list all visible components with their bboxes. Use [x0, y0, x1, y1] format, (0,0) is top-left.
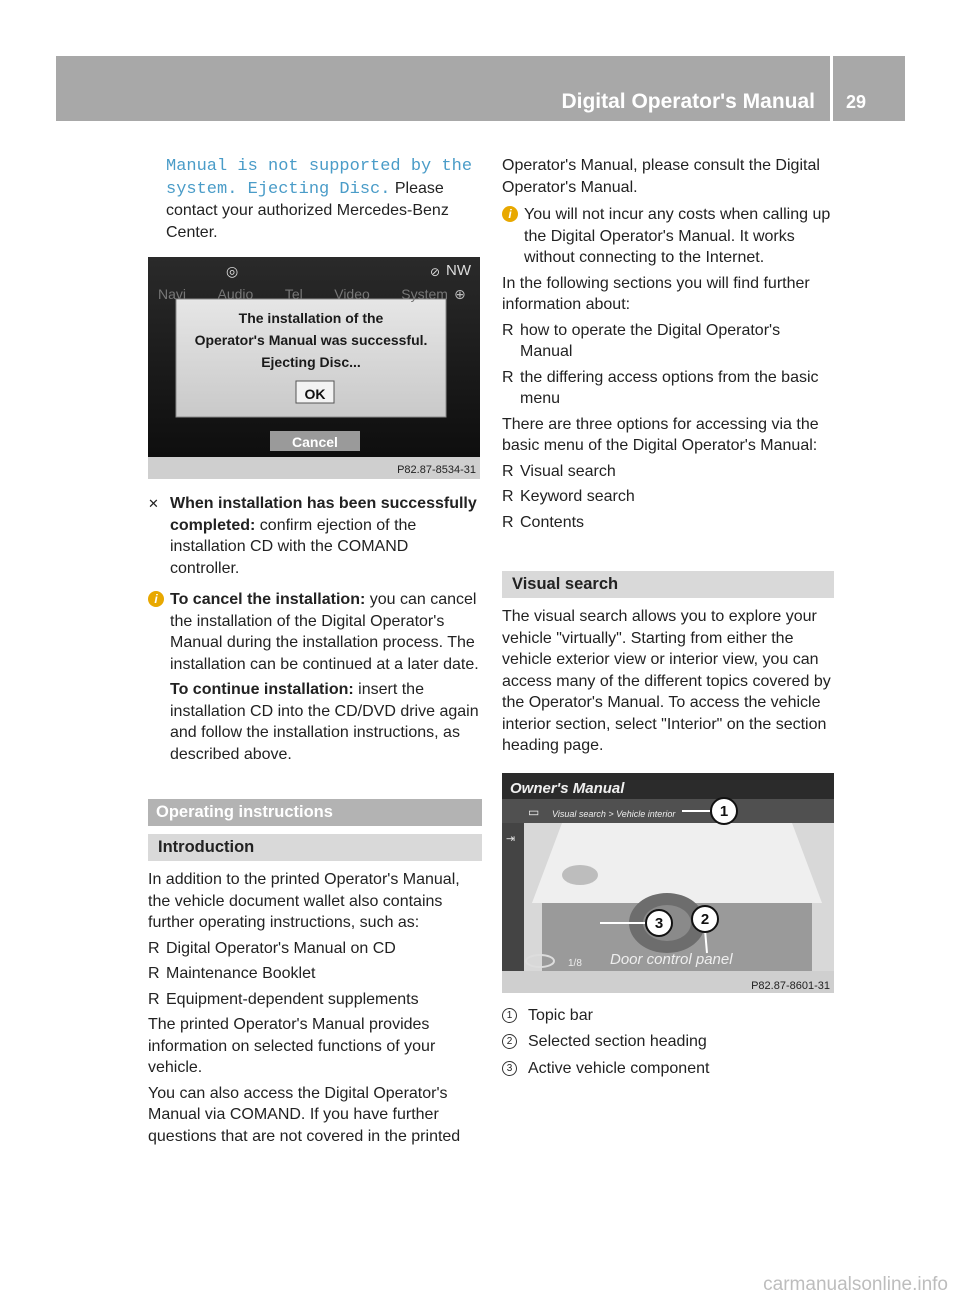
section-visual-search: Visual search: [502, 571, 834, 598]
compass-icon: ⊘: [430, 265, 441, 279]
list-item: R how to operate the Digital Operator's Manual: [502, 321, 781, 360]
menu-item-navi: Navi: [158, 286, 187, 302]
dialog-line-2: Operator's Manual was successful.: [194, 332, 428, 348]
menu-item-video: Video: [334, 286, 370, 302]
legend-item: 1 Topic bar: [502, 1005, 834, 1027]
ok-button[interactable]: OK: [304, 386, 326, 402]
figure-legend: [502, 1005, 834, 1080]
visual-search-text: The visual search allows you to explore your vehicle "virtually". Starting from either the vehicle exterior view or interior view, you can access many of the different topics covered by the Operator's Manual. To access the vehicle interior section, select "Interior" on the section heading page.: [502, 608, 831, 754]
legend-item: 3 Active vehicle component: [502, 1058, 834, 1080]
cancel-button[interactable]: Cancel: [292, 434, 338, 450]
continue-text: insert the installation CD into the CD/DVD drive again and follow the installation instructions, as described above.: [170, 681, 479, 763]
info-icon: i: [148, 591, 164, 607]
legend-item: 2 Selected section heading: [502, 1031, 834, 1053]
list-item: R Contents: [502, 513, 585, 531]
continued-text: Operator's Manual, please consult the Digital Operator's Manual.: [502, 157, 820, 196]
info-icon: i: [502, 206, 518, 222]
step-arrow-icon: ✕: [148, 496, 159, 511]
list-item: R the differing access options from the basic menu: [502, 368, 819, 407]
figure-code: P82.87-8534-31: [397, 464, 476, 476]
callout-1: 1: [719, 802, 729, 820]
component-caption: Door control panel: [610, 950, 733, 968]
list-item: R Digital Operator's Manual on CD: [148, 939, 396, 957]
figure-code: P82.87-8601-31: [751, 979, 830, 992]
callout-3: 3: [654, 914, 664, 932]
printed-manual-text: The printed Operator's Manual provides information on selected functions of your vehicle.: [148, 1016, 436, 1076]
callout-2: 2: [700, 910, 710, 928]
step-bold: When installation has been successfully completed:: [170, 495, 477, 534]
menu-item-audio: Audio: [217, 286, 254, 302]
contact-text: Please contact your authorized Mercedes-Benz Center.: [166, 179, 449, 241]
section-operating-instructions: Operating instructions: [148, 799, 482, 826]
menu-item-tel: Tel: [284, 286, 303, 302]
page-number: 29: [846, 92, 867, 112]
menu-item-system: System: [401, 286, 448, 302]
header-divider: [830, 56, 833, 121]
note-bold: To cancel the installation:: [170, 591, 366, 608]
error-message-line1: Manual is not supported by the: [166, 157, 473, 176]
globe-icon: ⊕: [454, 286, 466, 302]
comand-menu-bar: [158, 284, 448, 306]
visual-search-screenshot: [502, 773, 834, 993]
following-text: In the following sections you will find further information about:: [502, 274, 810, 313]
settings-icon: ◎: [226, 263, 239, 279]
list-item: R Maintenance Booklet: [148, 965, 316, 982]
install-dialog: [176, 307, 446, 373]
watermark: carmanualsonline.info: [763, 1274, 948, 1295]
access-text: You can also access the Digital Operator's Manual via COMAND. If you have further questions that are not covered in the printed: [148, 1084, 461, 1145]
page-indicator: 1/8: [568, 957, 582, 969]
step-text: confirm ejection of the installation CD with the COMAND controller.: [170, 516, 417, 577]
dialog-line-3: Ejecting Disc...: [261, 354, 361, 370]
compass-heading: NW: [446, 262, 471, 279]
book-icon: ▭: [528, 804, 540, 819]
breadcrumb: Visual search > Vehicle interior: [552, 808, 676, 819]
continue-bold: To continue installation:: [170, 681, 354, 698]
right-column: [502, 155, 834, 1084]
error-message-line2: system. Ejecting Disc.: [166, 179, 391, 199]
left-column: [148, 155, 482, 1151]
cost-note: You will not incur any costs when calling up the Digital Operator's Manual. It works without connecting to the Internet.: [524, 206, 831, 266]
three-options-text: There are three options for accessing via the basic menu of the Digital Operator's Manual:: [502, 415, 819, 454]
comand-screenshot-install: [148, 257, 480, 479]
list-item: R Equipment-dependent supplements: [148, 990, 419, 1008]
header-title: Digital Operator's Manual: [561, 90, 815, 113]
list-item: R Keyword search: [502, 488, 635, 505]
back-icon[interactable]: ⇥: [506, 832, 516, 845]
screen-title: Owner's Manual: [510, 779, 625, 797]
intro-text: In addition to the printed Operator's Manual, the vehicle document wallet also contains further operating instructions, such as:: [148, 871, 460, 931]
note-text: you can cancel the installation of the Digital Operator's Manual during the installation process. The installation can be continued at a later date.: [170, 591, 479, 673]
list-item: R Visual search: [502, 462, 616, 480]
dialog-line-1: The installation of the: [238, 310, 384, 326]
page-header: [56, 56, 905, 121]
section-introduction: Introduction: [148, 834, 482, 861]
